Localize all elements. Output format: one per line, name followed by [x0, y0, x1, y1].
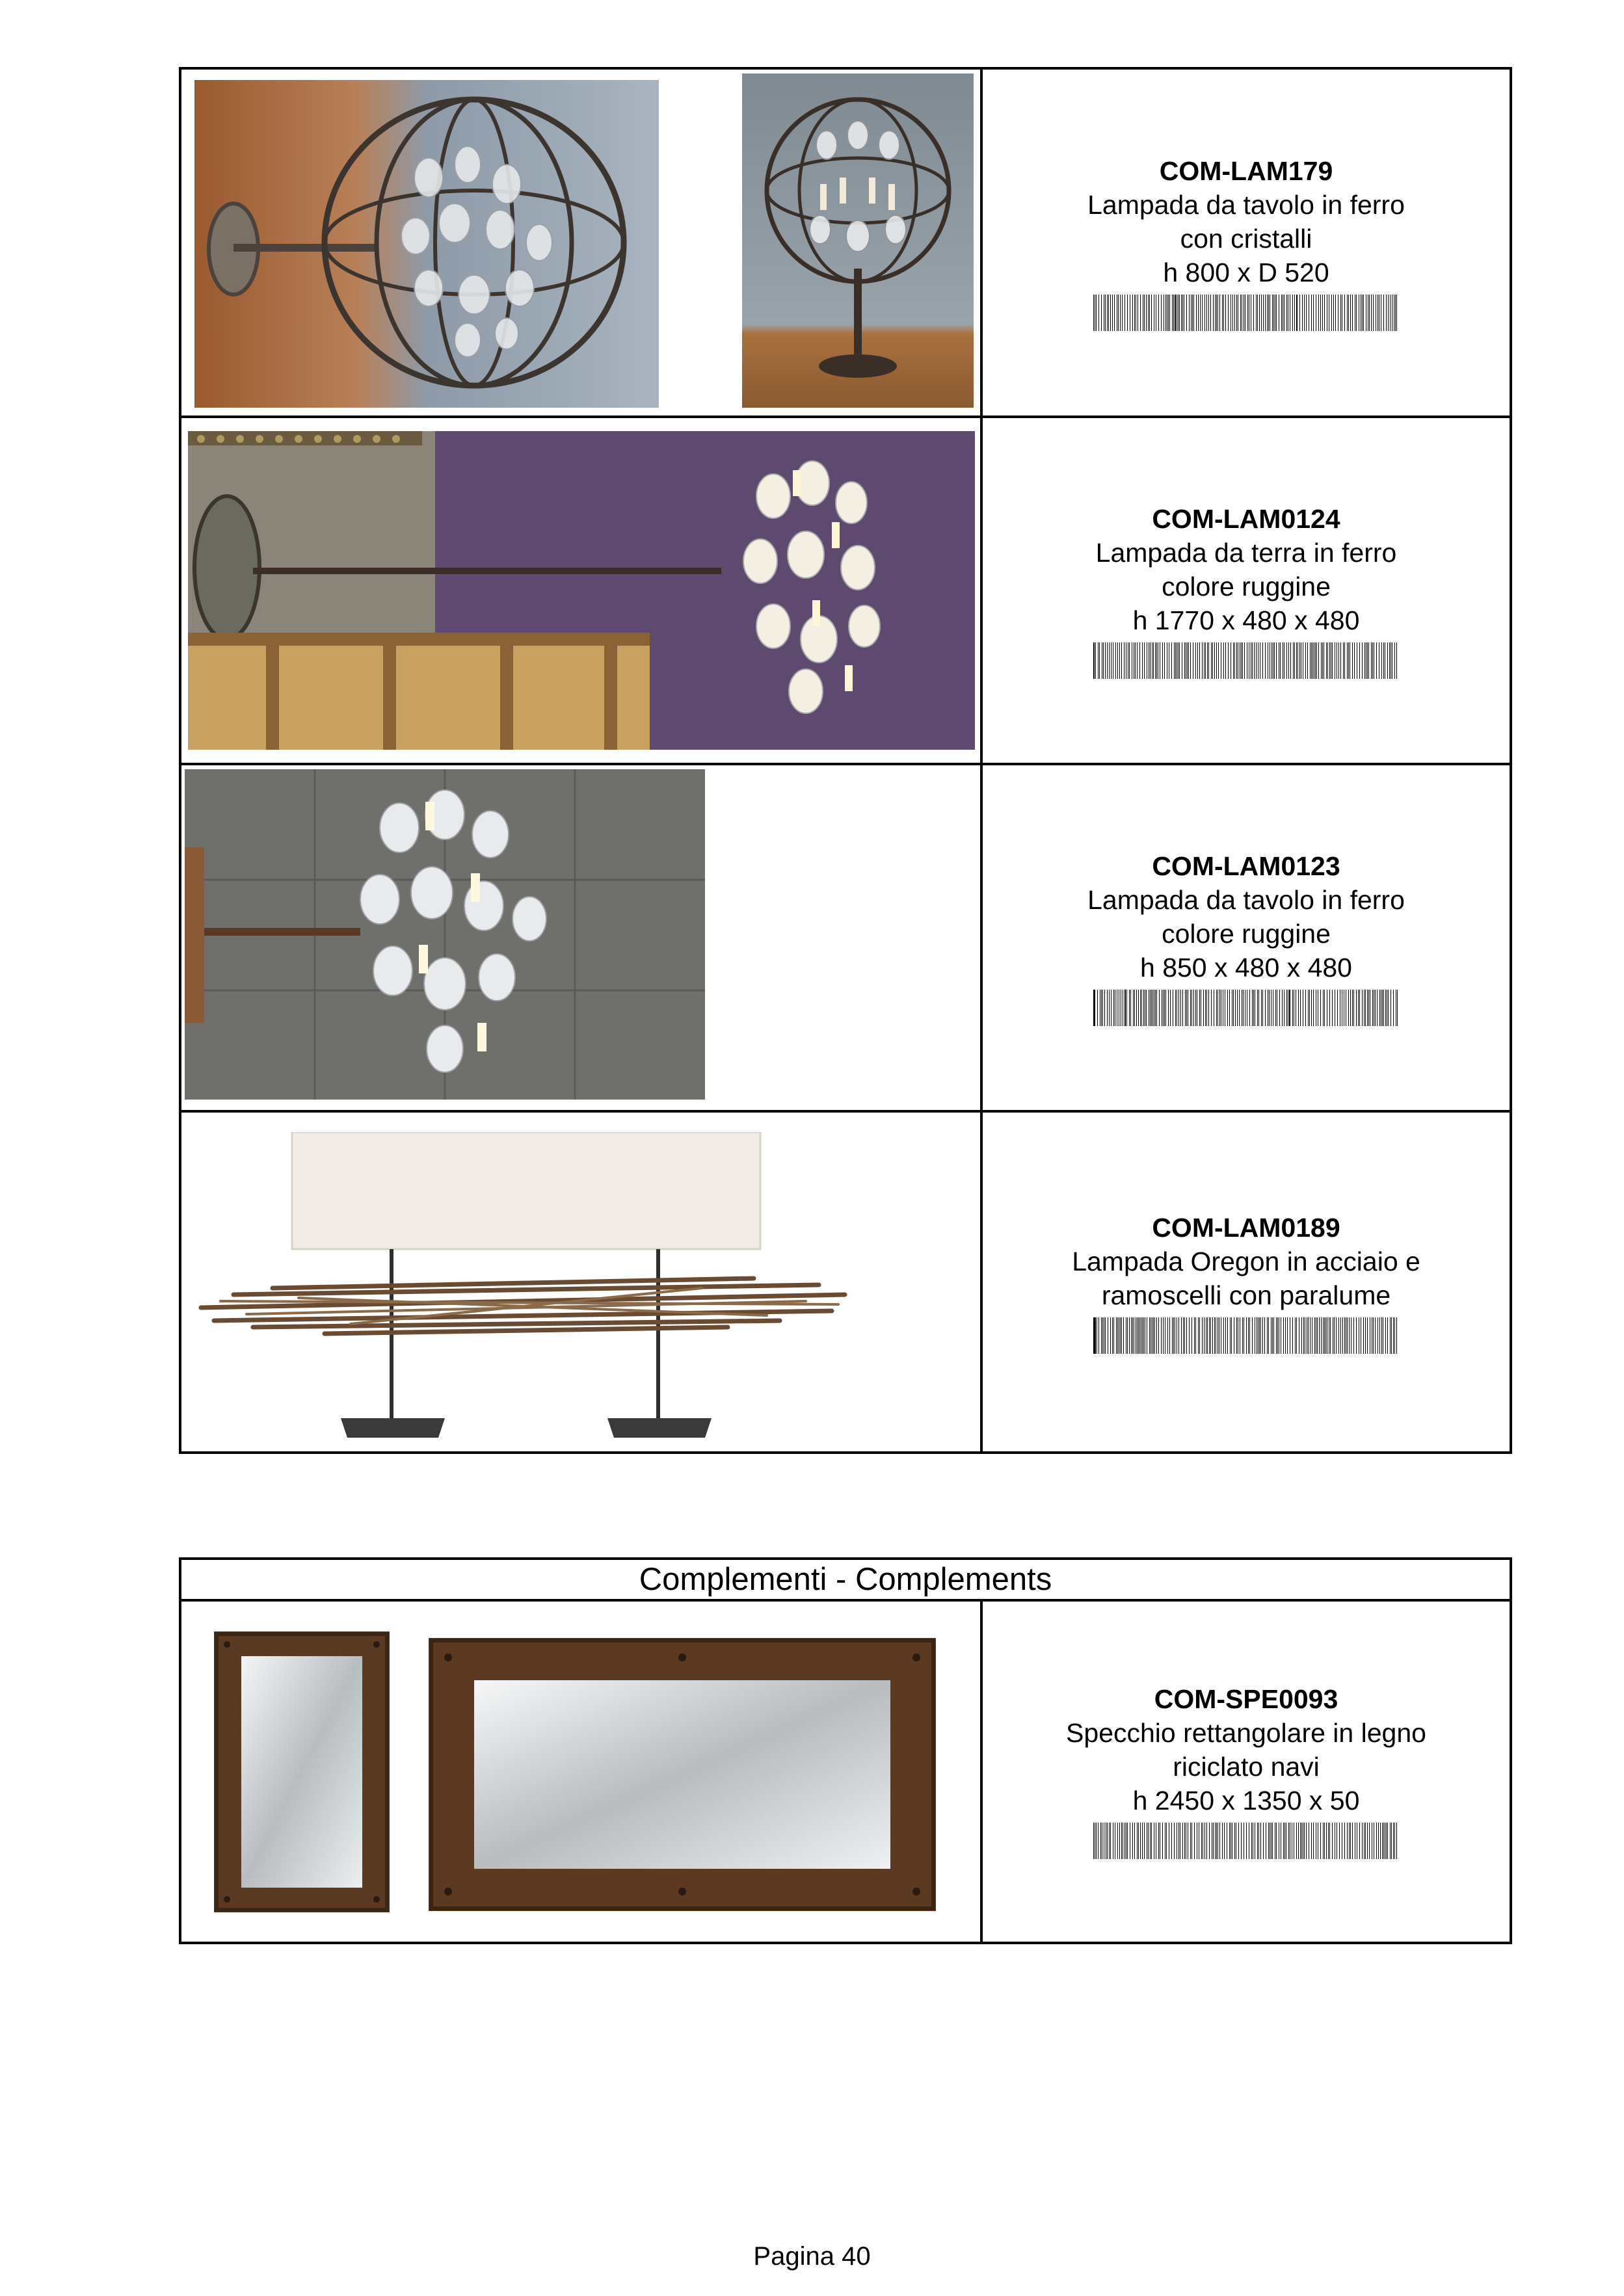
product-image-cell [181, 70, 983, 416]
product-info [983, 70, 1510, 416]
mirror-vertical-photo [214, 1631, 390, 1912]
product-code: COM-LAM0124 [1152, 504, 1340, 534]
product-row [181, 763, 1510, 1110]
product-description-line2: riciclato navi [1173, 1751, 1320, 1782]
barcode [1093, 1317, 1399, 1354]
product-code: COM-LAM0123 [1152, 851, 1340, 881]
product-image-cell [181, 1113, 983, 1451]
product-image-cell [181, 1599, 983, 1942]
product-info [983, 418, 1510, 763]
barcode [1093, 990, 1399, 1026]
product-code: COM-LAM179 [1159, 156, 1333, 186]
product-description-line1: Specchio rettangolare in legno [1066, 1717, 1426, 1748]
product-image-cell [181, 418, 983, 763]
product-description-line1: Lampada da tavolo in ferro [1087, 190, 1405, 220]
product-info [983, 765, 1510, 1110]
table-lamp-rust-photo [185, 769, 705, 1100]
product-dimensions: h 850 x 480 x 480 [1140, 953, 1352, 983]
page-number: Pagina 40 [753, 2242, 871, 2271]
product-description-line1: Lampada Oregon in acciaio e [1072, 1246, 1420, 1276]
oregon-lamp-photo [194, 1132, 858, 1444]
product-table-lamps [179, 67, 1512, 1454]
floor-lamp-photo [188, 431, 975, 750]
product-code: COM-SPE0093 [1154, 1683, 1338, 1714]
barcode [1093, 642, 1399, 679]
product-info [983, 1113, 1510, 1451]
product-description-line2: con cristalli [1180, 224, 1312, 254]
product-description-line1: Lampada da tavolo in ferro [1087, 885, 1405, 915]
product-dimensions: h 800 x D 520 [1163, 257, 1329, 287]
product-code: COM-LAM0189 [1152, 1212, 1340, 1243]
product-description-line1: Lampada da terra in ferro [1095, 538, 1397, 568]
product-info [983, 1599, 1510, 1942]
product-description-line2: colore ruggine [1162, 919, 1331, 949]
product-description-line2: ramoscelli con paralume [1101, 1280, 1391, 1310]
mirror-horizontal-photo [429, 1638, 936, 1911]
orb-lamp-wall-photo [194, 80, 659, 408]
product-image-cell [181, 765, 983, 1110]
product-description-line2: colore ruggine [1162, 572, 1331, 601]
orb-lamp-table-photo [742, 73, 974, 408]
product-row [181, 70, 1510, 416]
product-row [181, 416, 1510, 763]
product-dimensions: h 2450 x 1350 x 50 [1132, 1785, 1360, 1815]
product-dimensions: h 1770 x 480 x 480 [1132, 605, 1360, 635]
barcode [1093, 1823, 1399, 1859]
product-row [181, 1110, 1510, 1451]
product-row [181, 1599, 1510, 1942]
product-table-complements [179, 1557, 1512, 1944]
barcode [1093, 295, 1399, 331]
section-title: Complementi - Complements [181, 1560, 1510, 1602]
